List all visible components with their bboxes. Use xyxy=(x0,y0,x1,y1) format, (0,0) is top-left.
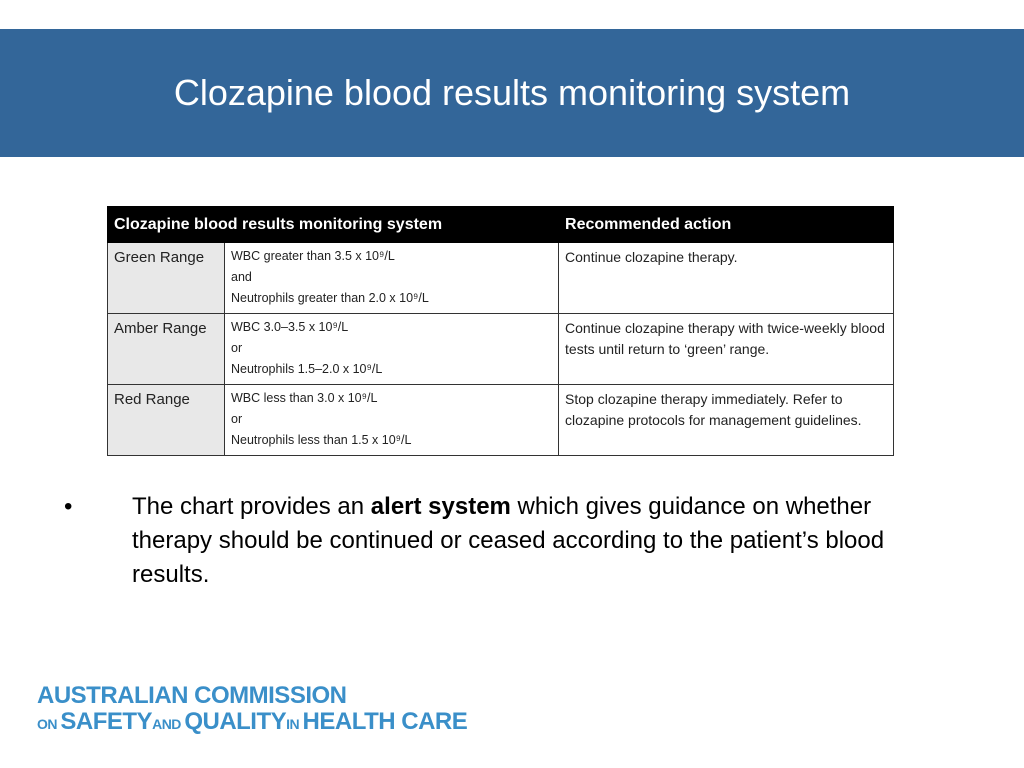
slide-title: Clozapine blood results monitoring system xyxy=(173,72,851,113)
criteria-red xyxy=(225,385,559,456)
criteria-line: Neutrophils greater than 2.0 x 10⁹/L xyxy=(231,291,429,305)
range-name-amber: Amber Range xyxy=(108,314,225,385)
title-bar xyxy=(0,29,1024,157)
table-header-monitoring: Clozapine blood results monitoring system xyxy=(108,207,559,243)
logo-line1: AUSTRALIAN COMMISSION xyxy=(37,682,347,709)
bullet-text xyxy=(132,490,952,592)
bullet-text-after: which gives guidance on whether therapy should be continued or ceased according to the patient’s blood results. xyxy=(132,493,885,588)
logo-safety: SAFETY xyxy=(60,708,153,735)
table-row-amber xyxy=(108,314,894,385)
action-amber: Continue clozapine therapy with twice-weekly blood tests until return to ‘green’ range. xyxy=(559,314,894,385)
criteria-line: Neutrophils 1.5–2.0 x 10⁹/L xyxy=(231,362,383,376)
commission-logo xyxy=(37,683,467,737)
criteria-line: WBC 3.0–3.5 x 10⁹/L xyxy=(231,320,349,334)
criteria-green xyxy=(225,243,559,314)
table-header-row xyxy=(108,207,894,243)
action-green: Continue clozapine therapy. xyxy=(559,243,894,314)
table-row-red xyxy=(108,385,894,456)
criteria-amber xyxy=(225,314,559,385)
action-red: Stop clozapine therapy immediately. Refer to clozapine protocols for management guidelines. xyxy=(559,385,894,456)
range-name-red: Red Range xyxy=(108,385,225,456)
logo-health-care: HEALTH CARE xyxy=(302,708,468,735)
logo-in: IN xyxy=(286,716,303,732)
criteria-line: or xyxy=(231,341,243,355)
monitoring-table xyxy=(107,206,894,456)
criteria-line: WBC greater than 3.5 x 10⁹/L xyxy=(231,249,395,263)
criteria-line: and xyxy=(231,270,252,284)
bullet-marker: • xyxy=(64,493,73,520)
bullet-text-bold: alert system xyxy=(370,493,511,520)
table-row-green xyxy=(108,243,894,314)
table-header-action: Recommended action xyxy=(559,207,894,243)
range-name-green: Green Range xyxy=(108,243,225,314)
logo-line2 xyxy=(37,709,467,737)
criteria-line: or xyxy=(231,412,243,426)
monitoring-table-wrap xyxy=(107,206,893,454)
logo-and: AND xyxy=(152,716,185,732)
criteria-line: Neutrophils less than 1.5 x 10⁹/L xyxy=(231,433,412,447)
criteria-line: WBC less than 3.0 x 10⁹/L xyxy=(231,391,378,405)
logo-on: ON xyxy=(37,716,61,732)
logo-quality: QUALITY xyxy=(184,708,287,735)
bullet-text-before: The chart provides an xyxy=(132,493,371,520)
